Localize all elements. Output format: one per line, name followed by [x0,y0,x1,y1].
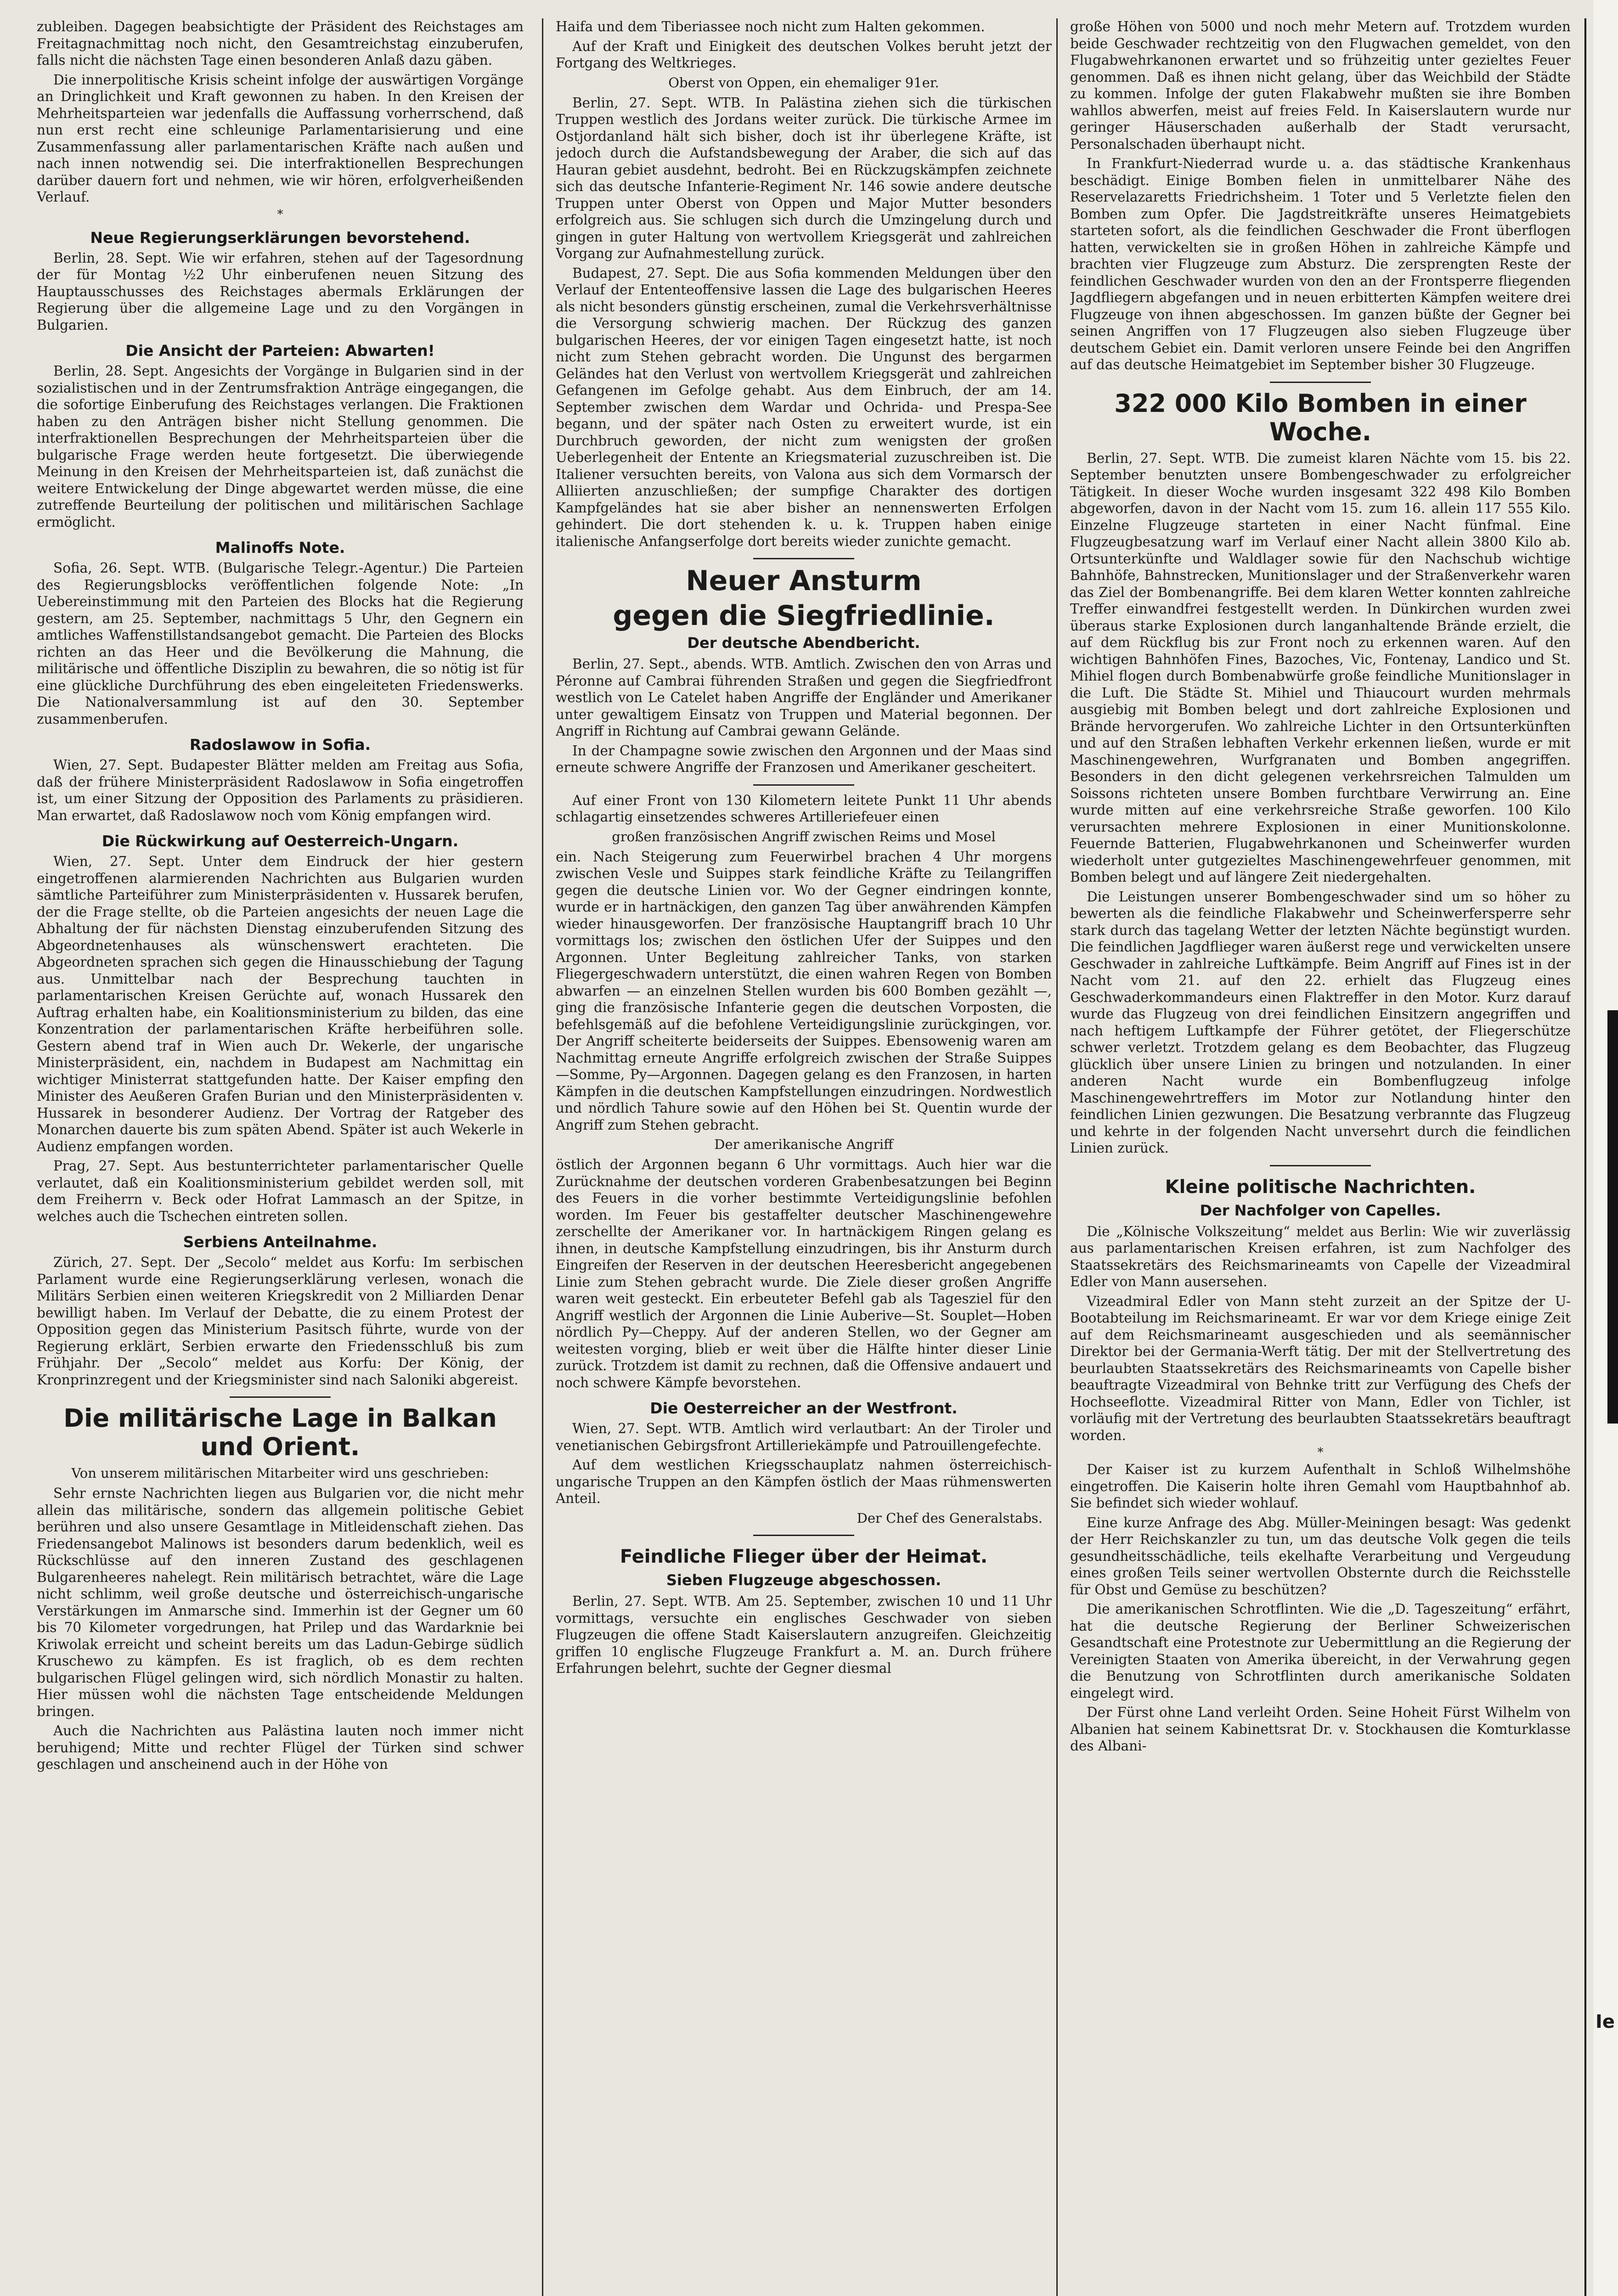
byline: Von unserem militärischen Mitarbeiter wird uns geschrieben: [71,1465,489,1481]
headline-main: Neuer Ansturm [686,565,922,597]
paragraph: Die Leistungen unserer Bombengeschwader sind um so höher zu bewerten als die feindliche Flakabwehr und Scheinwerfersperre sehr stark durch das tagelang Wetter der letzten Nächte begünstigt wurden. Die feindlichen Jagdflieger waren äußerst rege und verwickelten unsere Geschwader in zahlreiche Luftkämpfe. Beim Angriff auf Fines ist in der Nacht vom 21. auf den 22. erhielt das Flugzeug eines Geschwaderkommandeurs einen Flaktreffer in den Motor. Kurz darauf wurde das Flugzeug von drei feindlichen Einsitzern angegriffen und nach heftigem Luftkampfe der Führer getötet, der Fliegerschütze schwer verletzt. Trotzdem gelang es dem Beobachter, das Flugzeug glücklich über unsere Linien zu bringen und notzulanden. In einer anderen Nacht wurde ein Bombenflugzeug infolge Maschinengewehrtreffers im Motor zur Notlandung hinter den feindlichen Linien gezwungen. Die Besatzung verbrannte das Flugzeug und kehrte in der folgenden Nacht unversehrt durch die feindlichen Linien zurück. [1070,889,1571,1156]
paragraph: Budapest, 27. Sept. Die aus Sofia kommenden Meldungen über den Verlauf der Ententeoffensive lassen die Lage des bulgarischen Heeres als nicht besonders günstig erscheinen, zumal die Verkehrsverhältnisse die Versorgung schwierig machen. Der Rückzug des ganzen bulgarischen Heeres, der vor einigen Tagen eingesetzt hatte, ist noch nicht zum Stehen gebracht worden. Die Ungunst des bergarmen Geländes hat den Verlust von wertvollem Kriegsgerät und zahlreichen Gefangenen im Gefolge gehabt. Aus dem Einbruch, der am 14. September zwischen dem Wardar und Ochrida- und Prespa-See begann, und der später nach Osten zu erweitert wurde, ist ein Durchbruch geworden, der nicht zum wenigsten der großen Ueberlegenheit der Entente an Kriegsmaterial zuzuschreiben ist. Die Italiener versuchten bereits, von Valona aus sich dem Vormarsch der Alliierten anzuschließen; der sumpfige Charakter des dortigen Kampfgeländes hat sie aber bisher an nennenswerten Erfolgen gehindert. Die dort stehenden k. u. k. Truppen haben einige italienische Anfangserfolge dort bereits wieder zunichte gemacht. [556,265,1052,549]
paragraph: zubleiben. Dagegen beabsichtigte der Präsident des Reichstages am Freitagnachmittag noch nicht, den Gesamtreichstag einzuberufen, falls nicht die nächsten Tage einen besonderen Anlaß dazu gäben. [37,19,524,68]
headline: Die Oesterreicher an der Westfront. [650,1399,958,1417]
column-rule [1584,18,1586,2296]
column-rule [542,18,543,2296]
headline: Neue Regierungserklärungen bevorstehend. [90,228,470,247]
signature: Der Chef des Generalstabs. [857,1510,1043,1526]
separator-rule [230,1396,331,1398]
separator-rule [1270,1165,1371,1166]
headline: Feindliche Flieger über der Heimat. [620,1546,988,1567]
paragraph: In Frankfurt-Niederrad wurde u. a. das städtische Krankenhaus beschädigt. Einige Bomben fielen in unmittelbarer Nähe des Reservelazaretts Friedrichsheim. 1 Toter und 5 Verletzte fielen den Bomben zum Opfer. Die Jagdstreitkräfte unseres Heimatgebiets starteten sofort, als die feindlichen Geschwader die Front überflogen hatten, verwickelten sie in großen Höhen in zahlreiche Kämpfe und brachten vier Flugzeuge zum Absturz. Die zersprengten Reste der feindlichen Geschwader wurden von den an der Frontsperre fliegenden Jagdfliegern abgefangen und in neuen erbitterten Kämpfen weitere drei Flugzeuge von ihnen abgeschossen. Im ganzen büßte der Gegner bei seinen Angriffen von 17 Flugzeugen also sieben Flugzeuge über deutschem Gebiet ein. Damit verloren unsere Feinde bei den Angriffen auf das deutsche Heimatgebiet im September bisher 30 Flugzeuge. [1070,156,1571,372]
paragraph: Berlin, 27. Sept. WTB. Am 25. September, zwischen 10 und 11 Uhr vormittags, versuchte ein englisches Geschwader von sieben Flugzeugen die offene Stadt Kaiserslautern anzugreifen. Gleichzeitig griffen 10 englische Flugzeuge Frankfurt a. M. an. Durch frühere Erfahrungen belehrt, suchte der Gegner diesmal [556,1593,1052,1676]
headline: Serbiens Anteilnahme. [183,1233,378,1251]
signature: Oberst von Oppen, ein ehemaliger 91er. [668,74,939,90]
paragraph: Die innerpolitische Krisis scheint infolge der auswärtigen Vorgänge an Dringlichkeit und Kraft gewonnen zu haben. In den Kreisen der Mehrheitsparteien war jedenfalls die Auffassung vorherrschend, daß nun erst recht eine schleunige Parlamentarisierung und eine Zusammenfassung aller parlamentarischen Kräfte nach außen und nach innen notwendig sei. Die interfraktionellen Besprechungen darüber dauern fort und nehmen, wie wir hören, erfolgverheißenden Verlauf. [37,72,524,205]
column-right [1070,18,1571,2296]
headline-large: Die militärische Lage in Balkan und Orient. [63,1404,497,1461]
paragraph: Auf der Kraft und Einigkeit des deutschen Volkes beruht jetzt der Fortgang des Weltkrieges. [556,38,1052,71]
paragraph: Vizeadmiral Edler von Mann steht zurzeit an der Spitze der U-Bootabteilung im Reichsmarineamt. Er war vor dem Kriege einige Zeit auf dem Reichsmarineamt ausgeschieden und als seemännischer Direktor bei der Germania-Werft tätig. Der mit der Stellvertretung des beurlaubten Staatssekretärs des Reichsmarineamts von Capelle bisher beauftragte Vizeadmiral von Behnke tritt zur Verfügung des Chefs der Hochseeflotte. Vizeadmiral Ritter von Mann, Edler von Tichler, ist vorläufig mit der Vertretung des beurlaubten Staatssekretärs beauftragt worden. [1070,1293,1571,1443]
paragraph: Sehr ernste Nachrichten liegen aus Bulgarien vor, die nicht mehr allein das militärische, sondern das allgemein politische Gebiet berühren und also unsere Gesamtlage in Mitleidenschaft ziehen. Das Friedensangebot Malinows ist besonders darum bedenklich, weil es Rückschlüsse auf den inneren Zustand des geschlagenen Bulgarenheeres nahelegt. Rein militärisch betrachtet, wäre die Lage nicht schlimm, weil große deutsche und österreichisch-ungarische Verstärkungen im Anmarsche sind. Immerhin ist der Gegner um 60 bis 70 Kilometer vorgedrungen, hat Prilep und das Wardarknie bei Kriwolak erreicht und scheint bereits um das Ladun-Gebirge südlich Kruschewo zu kämpfen. Es ist fraglich, ob es dem rechten bulgarischen Flügel gelingen wird, sich nördlich Monastir zu halten. Hier müssen wohl die nächsten Tage entscheidende Meldungen bringen. [37,1486,524,1719]
separator-star: * [1317,1446,1324,1459]
column-left [37,18,524,2296]
adjacent-page-fragment: Ie [1595,2011,1615,2032]
paragraph: Berlin, 27. Sept., abends. WTB. Amtlich. Zwischen den von Arras und Péronne auf Cambrai führenden Straßen und gegen die Siegfriedfront westlich von Le Catelet haben Angriffe der Engländer und Amerikaner unter gewaltigem Einsatz von Truppen und Material begonnen. Der Angriff in Richtung auf Cambrai gewann Gelände. [556,656,1052,739]
headline-main: gegen die Siegfriedlinie. [613,600,995,632]
paragraph: Auf einer Front von 130 Kilometern leitete Punkt 11 Uhr abends schlagartig einsetzendes schweres Artilleriefeuer einen [556,792,1052,825]
paragraph: Der Fürst ohne Land verleiht Orden. Seine Hoheit Fürst Wilhelm von Albanien hat seinem Kabinettsrat Dr. v. Stockhausen die Komturklasse des Albani- [1070,1705,1571,1754]
paragraph: Zürich, 27. Sept. Der „Secolo“ meldet aus Korfu: Im serbischen Parlament wurde eine Regierungserklärung verlesen, wonach die Militärs Serbien einen weiteren Kriegskredit von 2 Milliarden Denar bewilligt haben. Im Verlauf der Debatte, die zu einem Protest der Opposition gegen das Ministerium Pasitsch führte, wurde von der Regierung erklärt, Serbien erwarte den Friedensschluß bis zum Frühjahr. Der „Secolo“ meldet aus Korfu: Der König, der Kronprinzregent und der Kriegsminister sind nach Saloniki abgereist. [37,1255,524,1388]
paragraph: Berlin, 27. Sept. WTB. In Palästina ziehen sich die türkischen Truppen westlich des Jordans weiter zurück. Die türkische Armee im Ostjordanland hält sich bisher, doch ist ihr überlegene Kräfte, ist jedoch durch die Aufstandsbewegung der Araber, die sich auf das Hauran gebiet ausdehnt, bedroht. Bei en Rückzugskämpfen zeichnete sich das deutsche Infanterie-Regiment Nr. 146 sowie andere deutsche Truppen unter Oberst von Oppen und Major Mutter besonders erfolgreich aus. Sie schlugen sich durch die Umzingelung durch und gingen in guter Haltung von wertvollem Kriegsgerät und zahlreichen Vorgang zur Aufnahmestellung zurück. [556,95,1052,261]
paragraph: Auf dem westlichen Kriegsschauplatz nahmen österreichisch-ungarische Truppen an den Kämpfen östlich der Maas rühmenswerten Anteil. [556,1457,1052,1506]
subheadline: Der deutsche Abendbericht. [687,634,920,652]
headline: Die Ansicht der Parteien: Abwarten! [125,342,435,360]
column-middle [556,18,1052,2296]
paragraph: Prag, 27. Sept. Aus bestunterrichteter parlamentarischer Quelle verlautet, daß ein Koalitionsministerium gebildet werden soll, mit dem Freiherrn v. Beck oder Hofrat Lammasch an der Spitze, in welches auch die Tschechen eintreten sollen. [37,1158,524,1224]
headline: Die Rückwirkung auf Oesterreich-Ungarn. [101,832,459,850]
paragraph: große Höhen von 5000 und noch mehr Metern auf. Trotzdem wurden beide Geschwader rechtzeitig von den Flugwachen gemeldet, von den Flugabwehrkanonen erwartet und so frühzeitig unter gezieltes Feuer genommen. Daß es ihnen nicht gelang, über das Weichbild der Städte zu kommen. Infolge der guten Flakabwehr mußten sie ihre Bomben wahllos abwerfen, meist auf freies Feld. In Kaiserslautern wurde nur geringer Häuserschaden außerhalb der Stadt verursacht, Personalschaden überhaupt nicht. [1070,19,1571,152]
paragraph: Die „Kölnische Volkszeitung“ meldet aus Berlin: Wie wir zuverlässig aus parlamentarischen Kreisen erfahren, ist zum Nachfolger des Staatssekretärs des Reichsmarineamts von Capelle der Vizeadmiral Edler von Mann ausersehen. [1070,1223,1571,1289]
separator-rule [1270,382,1371,383]
paragraph: Berlin, 27. Sept. WTB. Die zumeist klaren Nächte vom 15. bis 22. September benutzten unsere Bombengeschwader zu erfolgreicher Tätigkeit. In dieser Woche wurden insgesamt 322 498 Kilo Bomben abgeworfen, davon in der Nacht vom 15. zum 16. allein 117 555 Kilo. Einzelne Flugzeuge starteten in einer Nacht fünfmal. Eine Flugzeugbesatzung warf im Verlauf einer Nacht allein 3800 Kilo ab. Ortsunterkünfte und Waldlager sowie für den Nachschub wichtige Bahnhöfe, Bahnstrecken, Munitionslager und der Straßenverkehr waren das Ziel der Bombenangriffe. Bei dem klaren Wetter konnten zahlreiche Treffer einwandfrei festgestellt werden. In Dünkirchen wurden zwei überaus starke Explosionen durch langanhaltende Brände erzielt, die auf dem Rückflug bis zur Front noch zu erkennen waren. Auf den wichtigen Bahnhöfen Fines, Bazoches, Vic, Fontenay, Landico und St. Mihiel flogen durch Bombenabwürfe große feindliche Munitionslager in die Luft. Die Städte St. Mihiel und Thiaucourt wurden mehrmals ausgiebig mit Bomben belegt und dort zahlreiche Explosionen und Brände hervorgerufen. Wo zahlreiche Lichter in den Ortsunterkünften und auf den Straßen lebhaften Verkehr erkennen ließen, wurde er mit Maschinengewehren, Wurfgranaten und Bomben angegriffen. Besonders in den dicht gelegenen verkehrsreichen Talmulden um Soissons richteten unsere Bomben furchtbare Verwirrung an. Eine wurde mitten auf eine verkehrsreiche Straße geworfen. 100 Kilo verursachten mehrere Explosionen in einer Munitionskolonne. Feuernde Batterien, Flugabwehrkanonen und Scheinwerfer wurden wiederholt unter gutgezieltes Maschinengewehrfeuer genommen, mit Bomben belegt und auf längere Zeit niedergehalten. [1070,450,1571,885]
headline: Radoslawow in Sofia. [189,736,371,754]
paragraph: Auch die Nachrichten aus Palästina lauten noch immer nicht beruhigend; Mitte und rechter Flügel der Türken sind schwer geschlagen und anscheinend auch in der Höhe von [37,1723,524,1772]
paragraph: Berlin, 28. Sept. Wie wir erfahren, stehen auf der Tagesordnung der für Montag ½2 Uhr einberufenen neuen Sitzung des Hauptausschusses des Reichstages abermals Erklärungen der Regierung über die allgemeine Lage und zu den Vorgängen in Bulgarien. [37,250,524,333]
paragraph: Wien, 27. Sept. Unter dem Eindruck der hier gestern eingetroffenen alarmierenden Nachrichten aus Bulgarien wurden sämtliche Parteiführer zum Ministerpräsidenten v. Hussarek berufen, der die Frage stellte, ob die Parteien angesichts der neuen Lage die Abhaltung der für nächsten Dienstag einzuberufenden Sitzung des Abgeordnetenhauses als wünschenswert erachteten. Die Abgeordneten sprachen sich gegen die Hinausschiebung der Tagung aus. Unmittelbar nach der Besprechung tauchten in parlamentarischen Kreisen Gerüchte auf, wonach Hussarek den Auftrag erhalten habe, ein Koalitionsministerium zu bilden, das eine Konzentration der parlamentarischen Kräfte herbeiführen solle. Gestern abend traf in Wien auch Dr. Wekerle, der ungarische Ministerpräsident, ein, nachdem in Budapest am Nachmittag ein wichtiger Ministerrat stattgefunden hatte. Der Kaiser empfing den Minister des Aeußeren Grafen Burian und den Ministerpräsidenten v. Hussarek in besonderer Audienz. Der Vortrag der Ratgeber des Monarchen dauerte bis zum späten Abend. Später ist auch Wekerle in Audienz empfangen worden. [37,854,524,1154]
paragraph: östlich der Argonnen begann 6 Uhr vormittags. Auch hier war die Zurücknahme der deutschen vorderen Grabenbesatzungen bei Beginn des Feuers in die vorher bestimmte Verteidigungslinie befohlen worden. Im Feuer bis gestaffelter deutscher Maschinengewehre zerschellte der Amerikaner vor. In hartnäckigem Ringen gelang es ihnen, in deutsche Kampfstellung einzudringen, bis ihr Ansturm durch Eingreifen der Reserven in der deutschen Heeresbericht angegebenen Linie zum Stehen gebracht wurde. Die Ziele dieser großen Angriffe waren weit gesteckt. Ein erbeuteter Befehl gab als Tagesziel für den Angriff westlich der Argonnen die Linie Auberive—St. Souplet—Hoben nördlich Py—Cheppy. Auf der anderen Stellen, wo der Gegner am weitesten vorging, blieb er weit über die Hälfte hinter dieser Linie zurück. Trotzdem ist damit zu rechnen, daß die Offensive andauert und noch schwere Kämpfe bevorstehen. [556,1157,1052,1390]
paragraph: In der Champagne sowie zwischen den Argonnen und der Maas sind erneute schwere Angriffe der Franzosen und Amerikaner gescheitert. [556,743,1052,775]
separator-star: * [277,207,283,221]
paragraph: ein. Nach Steigerung zum Feuerwirbel brachen 4 Uhr morgens zwischen Vesle und Suippes stark feindliche Kräfte zu Teilangriffen gegen die deutsche Linien vor. Wo der Gegner eindringen konnte, wurde er in hartnäckigen, den ganzen Tag über anwährenden Kämpfen wieder hinausgeworfen. Der französische Hauptangriff brach 10 Uhr vormittags los; zwischen den östlichen Ufer der Suippes und den Argonnen. Unter Begleitung zahlreicher Tanks, von starken Fliegergeschwadern unterstützt, die einen wahren Regen von Bomben abwarfen — an einzelnen Stellen wurden bis 600 Bomben gezählt —, ging die französische Infanterie gegen die deutschen Vorposten, die befehlsgemäß auf die befohlene Verteidigungslinie zurückgingen, vor. Der Angriff scheiterte beiderseits der Suippes. Ebensowenig waren am Nachmittag erneute Angriffe erfolgreich zwischen der Straße Suippes—Somme, Py—Argonnen. Dagegen gelang es den Franzosen, in harten Kämpfen in die deutschen Kampfstellungen einzudringen. Nordwestlich und nördlich Tahure sowie auf den Höhen bei St. Quentin wurde der Angriff zum Stehen gebracht. [556,849,1052,1133]
paragraph: Wien, 27. Sept. Budapester Blätter melden am Freitag aus Sofia, daß der frühere Ministerpräsident Radoslawow in Sofia eingetroffen ist, um einer Sitzung der Opposition des Parlaments zu präsidieren. Man erwartet, daß Radoslawow noch vom König empfangen wird. [37,757,524,823]
paragraph: Die amerikanischen Schrotflinten. Wie die „D. Tageszeitung“ erfährt, hat die deutsche Regierung der Berliner Schweizerischen Gesandtschaft eine Protestnote zur Uebermittlung an die Regierung der Vereinigten Staaten von Amerika übereicht, in der Verwahrung gegen die Benutzung von Schrotflinten durch amerikanische Soldaten eingelegt wird. [1070,1601,1571,1701]
headline: Malinoffs Note. [215,539,345,557]
separator-rule [753,784,854,786]
column-rule [1056,18,1058,2296]
subheadline: Der Nachfolger von Capelles. [1200,1201,1441,1219]
headline: Kleine politische Nachrichten. [1165,1176,1476,1198]
paragraph: Sofia, 26. Sept. WTB. (Bulgarische Telegr.-Agentur.) Die Parteien des Regierungsblocks veröffentlichen folgende Note: „In Uebereinstimmung mit den Parteien des Blocks hat die Regierung gestern, am 25. September, nachmittags 5 Uhr, den Gegnern ein amtliches Waffenstillstandsangebot gemacht. Die Parteien des Blocks richten an das Heer und die Bevölkerung die Mahnung, die militärische und öffentliche Disziplin zu bewahren, die so nötig ist für eine glückliche Durchführung des eben eingeleiteten Friedenswerks. Die Nationalversammlung ist auf den 30. September zusammenberufen. [37,560,524,727]
subheadline: Sieben Flugzeuge abgeschossen. [666,1571,941,1589]
page-binding-shadow [1607,1010,1618,1424]
paragraph: Wien, 27. Sept. WTB. Amtlich wird verlautbart: An der Tiroler und venetianischen Gebirgsfront Artilleriekämpfe und Patrouillengefechte. [556,1421,1052,1453]
section-caption: großen französischen Angriff zwischen Reims und Mosel [612,828,996,844]
section-caption: Der amerikanische Angriff [714,1137,893,1152]
paragraph: Haifa und dem Tiberiassee noch nicht zum Halten gekommen. [556,19,985,34]
separator-rule [753,558,854,559]
separator-rule [753,1535,854,1536]
headline-large: 322 000 Kilo Bomben in einer Woche. [1114,388,1527,446]
paragraph: Berlin, 28. Sept. Angesichts der Vorgänge in Bulgarien sind in der sozialistischen und in der Zentrumsfraktion Anträge eingegangen, die die sofortige Einberufung des Reichstages verlangen. Die Fraktionen haben zu den Anträgen bisher nicht Stellung genommen. Die interfraktionellen Besprechungen der Mehrheitsparteien über die bulgarische Frage werden heute fortgesetzt. Die überwiegende Meinung in den Kreisen der Mehrheitsparteien ist, daß zunächst die weitere Entwickelung der Dinge abgewartet werden müsse, die eine zutreffende Beurteilung der politischen und militärischen Sachlage ermöglicht. [37,363,524,530]
paragraph: Der Kaiser ist zu kurzem Aufenthalt in Schloß Wilhelmshöhe eingetroffen. Die Kaiserin holte ihren Gemahl vom Hauptbahnhof ab. Sie befindet sich wieder wohlauf. [1070,1462,1571,1511]
paragraph: Eine kurze Anfrage des Abg. Müller-Meiningen besagt: Was gedenkt der Herr Reichskanzler zu tun, um das deutsche Volk gegen die teils gesundheitsschädliche, teils ekelhafte Verarbeitung und Vergeudung eines großen Teils seiner wertvollen Obsternte durch die Reichsstelle für Obst und Gemüse zu beschützen? [1070,1514,1571,1598]
